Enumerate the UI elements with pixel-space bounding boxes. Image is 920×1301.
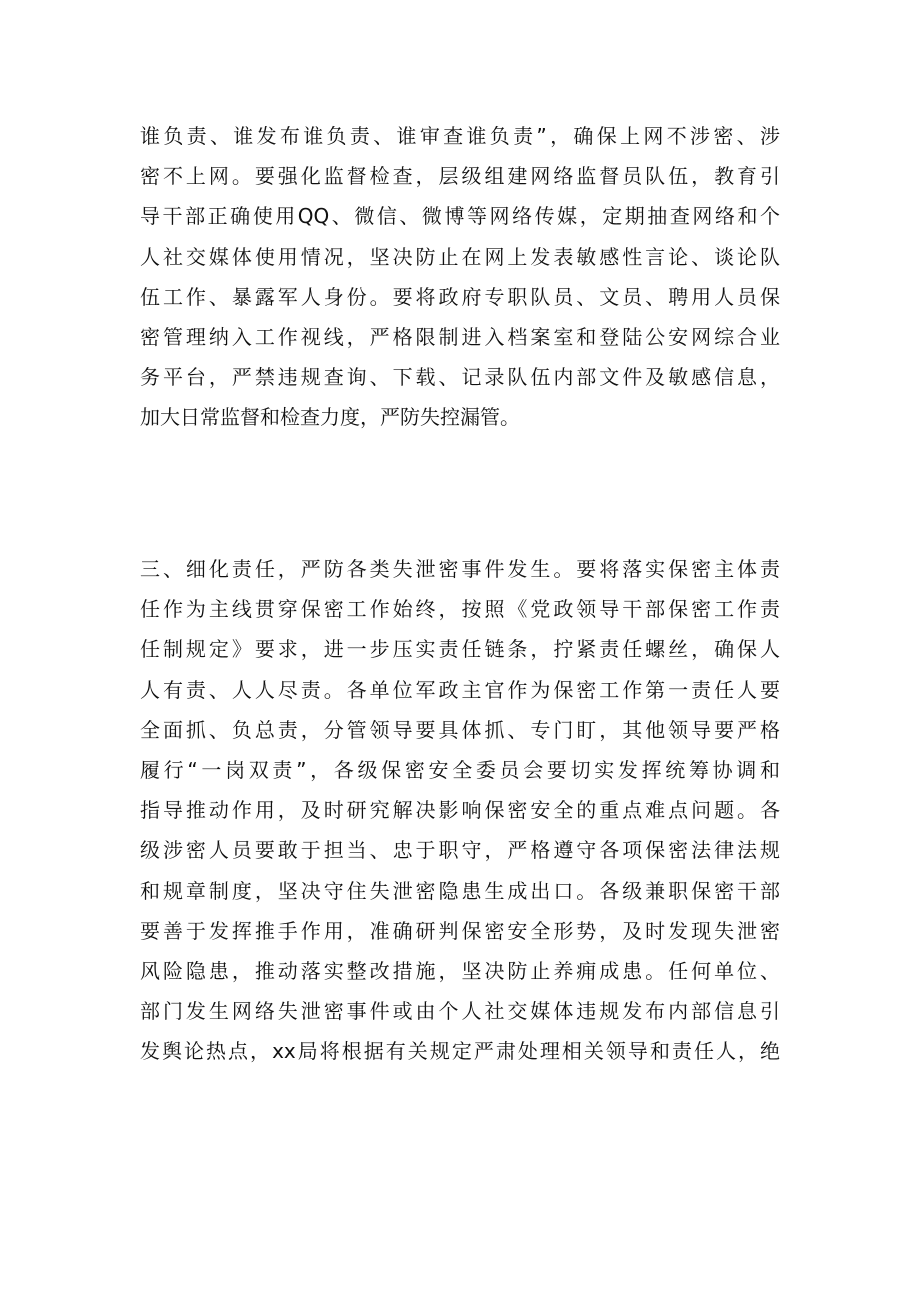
- paragraph-line: 和规章制度，坚决守住失泄密隐患生成出口。各级兼职保密干部: [140, 878, 780, 903]
- section-heading-line: 三、细化责任，严防各类失泄密事件发生。要将落实保密主体责: [140, 557, 780, 581]
- paragraph-line: 人有责、人人尽责。各单位军政主官作为保密工作第一责任人要: [140, 677, 780, 702]
- paragraph-line: 指导推动作用，及时研究解决影响保密安全的重点难点问题。各: [140, 798, 780, 823]
- paragraph-line: 伍工作、暴露军人身份。要将政府专职队员、文员、聘用人员保: [140, 284, 780, 309]
- paragraph-line: 履行“一岗双责”，各级保密安全委员会要切实发挥统筹协调和: [140, 758, 780, 783]
- paragraph-line: 任制规定》要求，进一步压实责任链条，拧紧责任螺丝，确保人: [140, 637, 780, 662]
- paragraph-line: 谁负责、谁发布谁负责、谁审查谁负责”，确保上网不涉密、涉: [140, 124, 780, 148]
- paragraph-line: 人社交媒体使用情况，坚决防止在网上发表敏感性言论、谈论队: [140, 244, 780, 269]
- paragraph-line: 任作为主线贯穿保密工作始终，按照《党政领导干部保密工作责: [140, 597, 780, 622]
- paragraph-line: 风险隐患，推动落实整改措施，坚决防止养痈成患。任何单位、: [140, 959, 780, 984]
- paragraph-line: 密不上网。要强化监督检查，层级组建网络监督员队伍，教育引: [140, 164, 780, 189]
- paragraph-section-three-responsibility: [140, 549, 780, 1072]
- paragraph-line: 密管理纳入工作视线，严格限制进入档案室和登陆公安网综合业: [140, 325, 780, 350]
- paragraph-line: 务平台，严禁违规查询、下载、记录队伍内部文件及敏感信息，: [140, 365, 780, 390]
- paragraph-network-oversight: [140, 116, 780, 438]
- paragraph-line: 要善于发挥推手作用，准确研判保密安全形势，及时发现失泄密: [140, 918, 780, 943]
- paragraph-line: 发舆论热点，xx局将根据有关规定严肃处理相关领导和责任人，绝: [140, 1039, 780, 1064]
- paragraph-line: 部门发生网络失泄密事件或由个人社交媒体违规发布内部信息引: [140, 999, 780, 1024]
- paragraph-line: 全面抓、负总责，分管领导要具体抓、专门盯，其他领导要严格: [140, 717, 780, 742]
- paragraph-line: 级涉密人员要敢于担当、忠于职守，严格遵守各项保密法律法规: [140, 838, 780, 863]
- paragraph-line: 加大日常监督和检查力度，严防失控漏管。: [140, 405, 520, 430]
- paragraph-line: 导干部正确使用QQ、微信、微博等网络传媒，定期抽查网络和个: [140, 204, 780, 229]
